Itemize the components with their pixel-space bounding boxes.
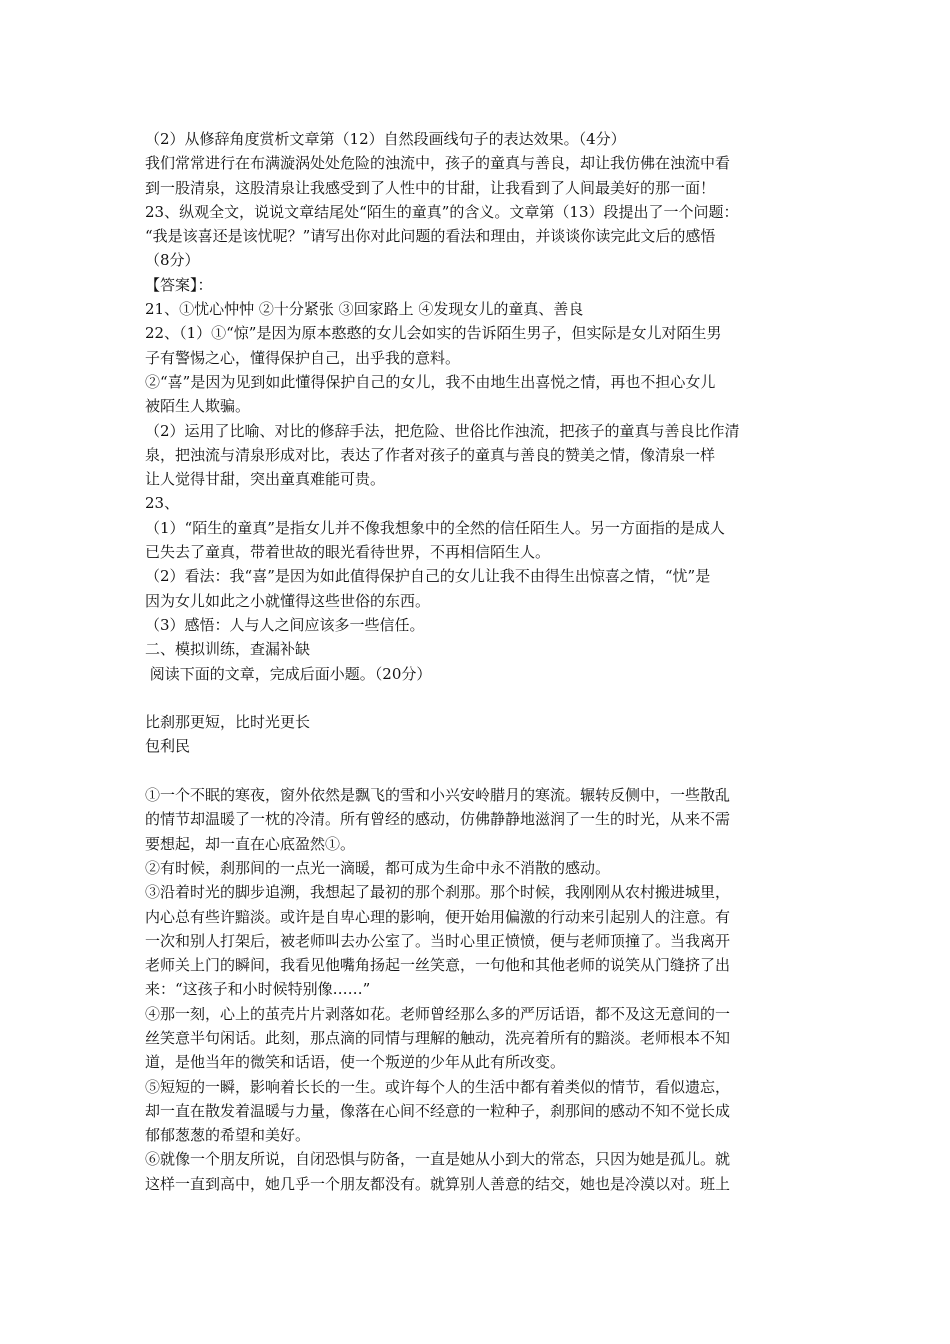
text-line: ③沿着时光的脚步追溯，我想起了最初的那个刹那。那个时候，我刚刚从农村搬进城里，: [145, 883, 731, 902]
text-line: 因为女儿如此之小就懂得这些世俗的东西。: [145, 591, 431, 610]
text-line: 阅读下面的文章，完成后面小题。（20分）: [145, 664, 432, 683]
text-line: ④那一刻，心上的茧壳片片剥落如花。老师曾经那么多的严厉话语，都不及这无意间的一: [145, 1004, 731, 1023]
text-line: 的情节却温暖了一枕的冷清。所有曾经的感动，仿佛静静地滋润了一生的时光，从来不需: [145, 810, 731, 829]
article-title: 比刹那更短，比时光更长: [145, 713, 311, 732]
text-line: 让人觉得甘甜，突出童真难能可贵。: [145, 470, 386, 489]
text-line: 道，是他当年的微笑和话语，使一个叛逆的少年从此有所改变。: [145, 1053, 566, 1072]
text-line: （2）从修辞角度赏析文章第（12）自然段画线句子的表达效果。（4分）: [145, 130, 626, 148]
answer-heading: 【答案】：: [145, 275, 213, 294]
text-line: ②有时候，刹那间的一点光一滴暖，都可成为生命中永不消散的感动。: [145, 858, 611, 877]
text-line: 要想起，却一直在心底盈然①。: [145, 834, 356, 853]
text-line: 这样一直到高中，她几乎一个朋友都没有。就算别人善意的结交，她也是冷漠以对。班上: [145, 1174, 731, 1193]
text-line: 到一股清泉，这股清泉让我感受到了人性中的甘甜，让我看到了人间最美好的那一面！: [145, 178, 716, 197]
section-heading: 二、模拟训练，查漏补缺: [145, 640, 311, 659]
text-line: 一次和别人打架后，被老师叫去办公室了。当时心里正愤愤，便与老师顶撞了。当我离开: [145, 931, 731, 950]
text-line: （2）运用了比喻、对比的修辞手法，把危险、世俗比作浊流，把孩子的童真与善良比作清: [145, 421, 740, 440]
text-line: ⑤短短的一瞬，影响着长长的一生。或许每个人的生活中都有着类似的情节，看似遗忘，: [145, 1077, 731, 1096]
text-line: 郁郁葱葱的希望和美好。: [145, 1126, 311, 1145]
blank-line: [145, 686, 817, 710]
document-page: [145, 127, 817, 1196]
blank-line: [145, 759, 817, 783]
text-line: （2）看法：我“喜”是因为如此值得保护自己的女儿让我不由得生出惊喜之情，“忧”是: [145, 567, 711, 586]
text-line: 23、纵观全文，说说文章结尾处“陌生的童真”的含义。文章第（13）段提出了一个问题：: [145, 202, 739, 221]
text-line: “我是该喜还是该忧呢？”请写出你对此问题的看法和理由，并谈谈你读完此文后的感悟: [145, 227, 716, 246]
text-line: 泉，把浊流与清泉形成对比，表达了作者对孩子的童真与善良的赞美之情，像清泉一样: [145, 445, 716, 464]
text-line: 我们常常进行在布满漩涡处处危险的浊流中，孩子的童真与善良，却让我仿佛在浊流中看: [145, 154, 731, 173]
text-line: ①一个不眠的寒夜，窗外依然是飘飞的雪和小兴安岭腊月的寒流。辗转反侧中，一些散乱: [145, 786, 731, 805]
text-line: 丝笑意半句闲话。此刻，那点滴的同情与理解的触动，洗亮着所有的黯淡。老师根本不知: [145, 1028, 731, 1047]
text-line: ⑥就像一个朋友所说，自闭恐惧与防备，一直是她从小到大的常态，只因为她是孤儿。就: [145, 1150, 731, 1169]
text-line: （3）感悟：人与人之间应该多一些信任。: [145, 615, 425, 634]
text-line: 内心总有些许黯淡。或许是自卑心理的影响，便开始用偏激的行动来引起别人的注意。有: [145, 907, 731, 926]
article-author: 包利民: [145, 737, 191, 756]
text-line: 22、（1）①“惊”是因为原本憨憨的女儿会如实的告诉陌生男子，但实际是女儿对陌生男: [145, 324, 722, 343]
text-line: （8分）: [145, 251, 200, 270]
text-line: 23、: [145, 494, 180, 513]
text-line: 来：“这孩子和小时候特别像……”: [145, 980, 371, 999]
text-line: 已失去了童真，带着世故的眼光看待世界，不再相信陌生人。: [145, 543, 551, 562]
text-line: 老师关上门的瞬间，我看见他嘴角扬起一丝笑意，一句他和其他老师的说笑从门缝挤了出: [145, 956, 731, 975]
text-line: 被陌生人欺骗。: [145, 397, 251, 416]
text-line: 子有警惕之心，懂得保护自己，出乎我的意料。: [145, 348, 461, 367]
text-line: （1）“陌生的童真”是指女儿并不像我想象中的全然的信任陌生人。另一方面指的是成人: [145, 518, 725, 537]
text-line: 21、①忧心忡忡 ②十分紧张 ③回家路上 ④发现女儿的童真、善良: [145, 300, 584, 319]
text-line: ②“喜”是因为见到如此懂得保护自己的女儿，我不由地生出喜悦之情，再也不担心女儿: [145, 372, 716, 391]
text-line: 却一直在散发着温暖与力量，像落在心间不经意的一粒种子，刹那间的感动不知不觉长成: [145, 1101, 731, 1120]
